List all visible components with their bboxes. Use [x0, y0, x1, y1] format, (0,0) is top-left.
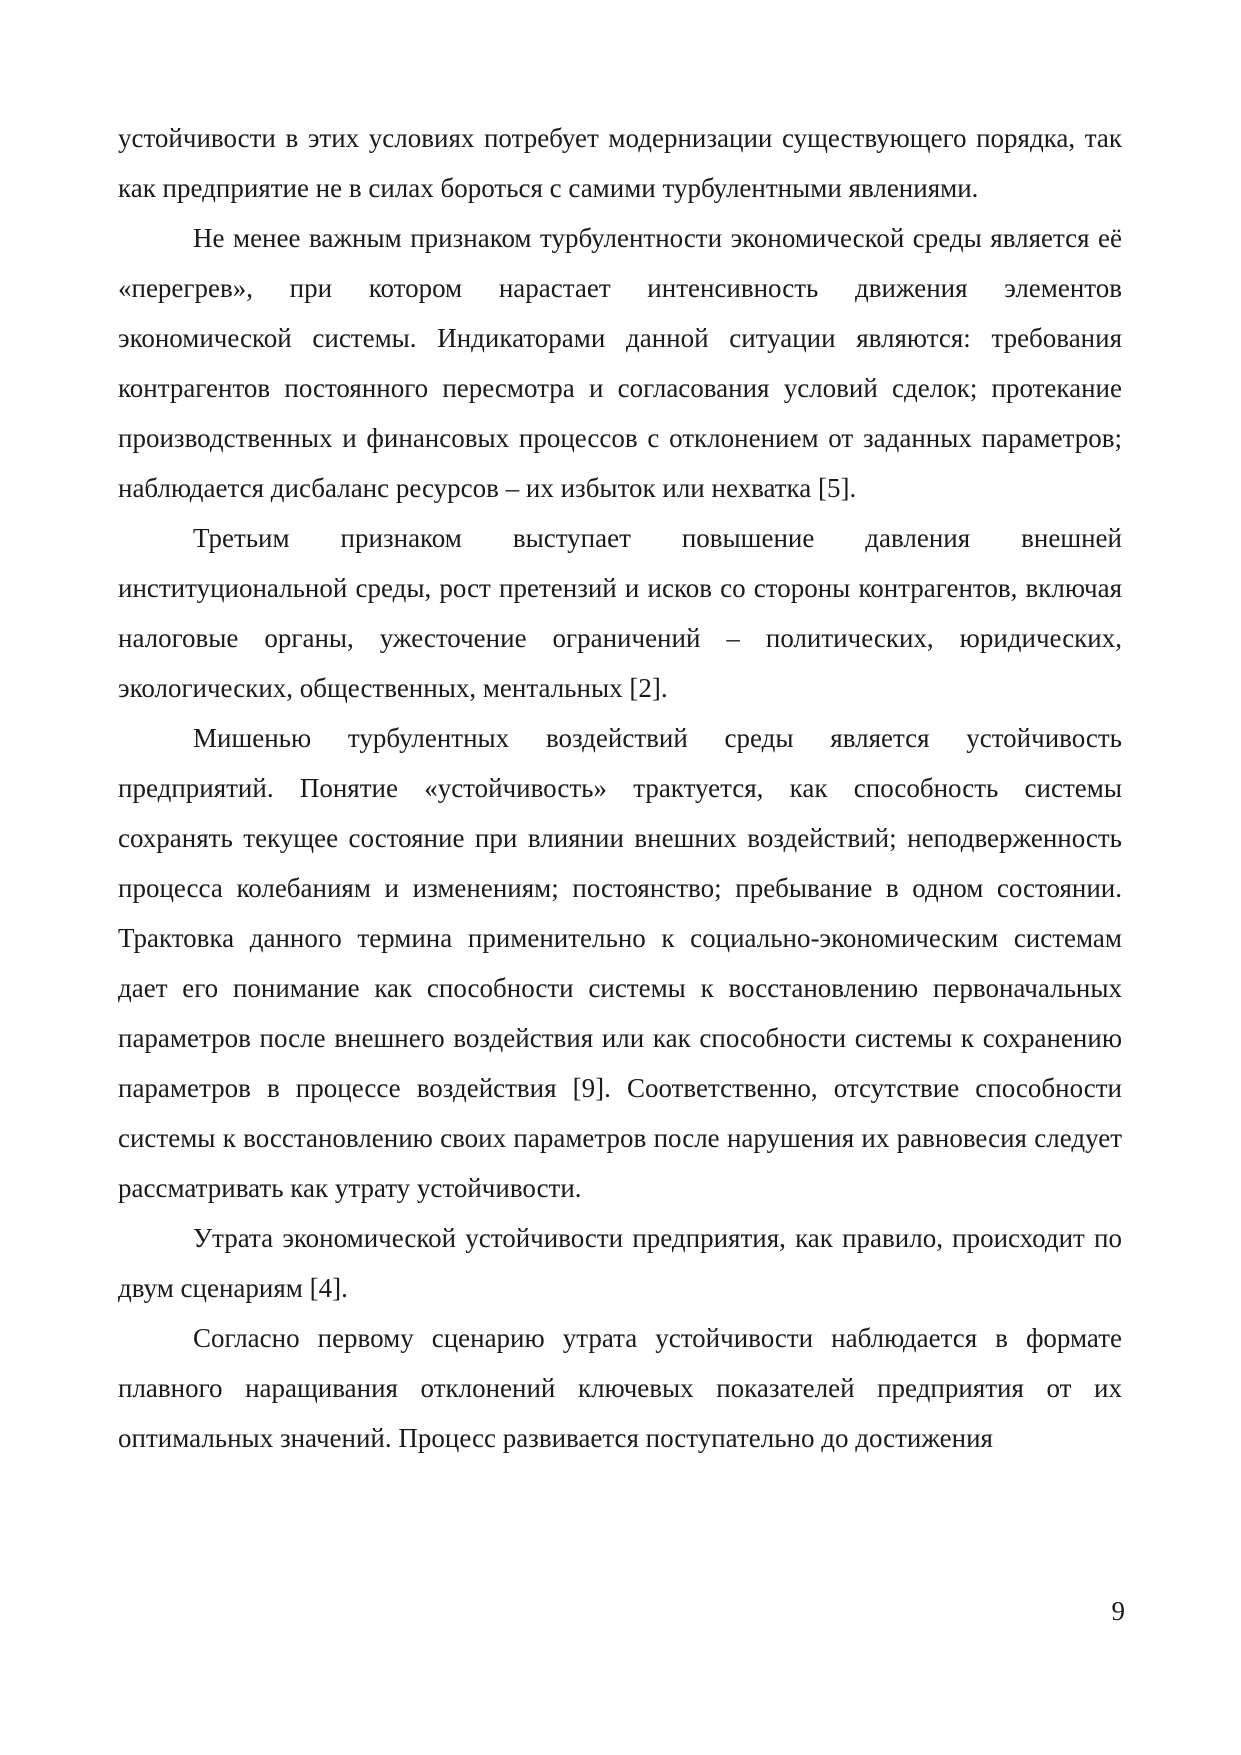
paragraph-overheating: Не менее важным признаком турбулентности экономической среды является её «перегрев», при котором нарастает интенсивность движения элементов экономической системы. Индикаторами данной ситуации являются: требования контрагентов постоянного пересмотра и согласования условий сделок; протекание производственных и финансовых процессов с отклонением от заданных параметров; наблюдается дисбаланс ресурсов – их избыток или нехватка [5].: [118, 223, 1122, 503]
paragraph-first-scenario: Согласно первому сценарию утрата устойчивости наблюдается в формате плавного наращивания отклонений ключевых показателей предприятия от их оптимальных значений. Процесс развивается поступательно до достижения: [118, 1323, 1122, 1453]
main-text: [118, 113, 1122, 1463]
paragraph-continuation: устойчивости в этих условиях потребует модернизации существующего порядка, так как предприятие не в силах бороться с самими турбулентными явлениями.: [118, 123, 1122, 203]
paragraph-stability-definition: Мишенью турбулентных воздействий среды является устойчивость предприятий. Понятие «устойчивость» трактуется, как способность системы сохранять текущее состояние при влиянии внешних воздействий; неподверженность процесса колебаниям и изменениям; постоянство; пребывание в одном состоянии. Трактовка данного термина применительно к социально-экономическим системам дает его понимание как способности системы к восстановлению первоначальных параметров после внешнего воздействия или как способности системы к сохранению параметров в процессе воздействия [9]. Соответственно, отсутствие способности системы к восстановлению своих параметров после нарушения их равновесия следует рассматривать как утрату устойчивости.: [118, 723, 1122, 1203]
paragraph-loss-scenarios: Утрата экономической устойчивости предприятия, как правило, происходит по двум сценариям [4].: [118, 1223, 1122, 1303]
paragraph-institutional-pressure: Третьим признаком выступает повышение давления внешней институциональной среды, рост претензий и исков со стороны контрагентов, включая налоговые органы, ужесточение ограничений – политических, юридических, экологических, общественных, ментальных [2].: [118, 523, 1122, 703]
page-number: 9: [1111, 1596, 1125, 1626]
